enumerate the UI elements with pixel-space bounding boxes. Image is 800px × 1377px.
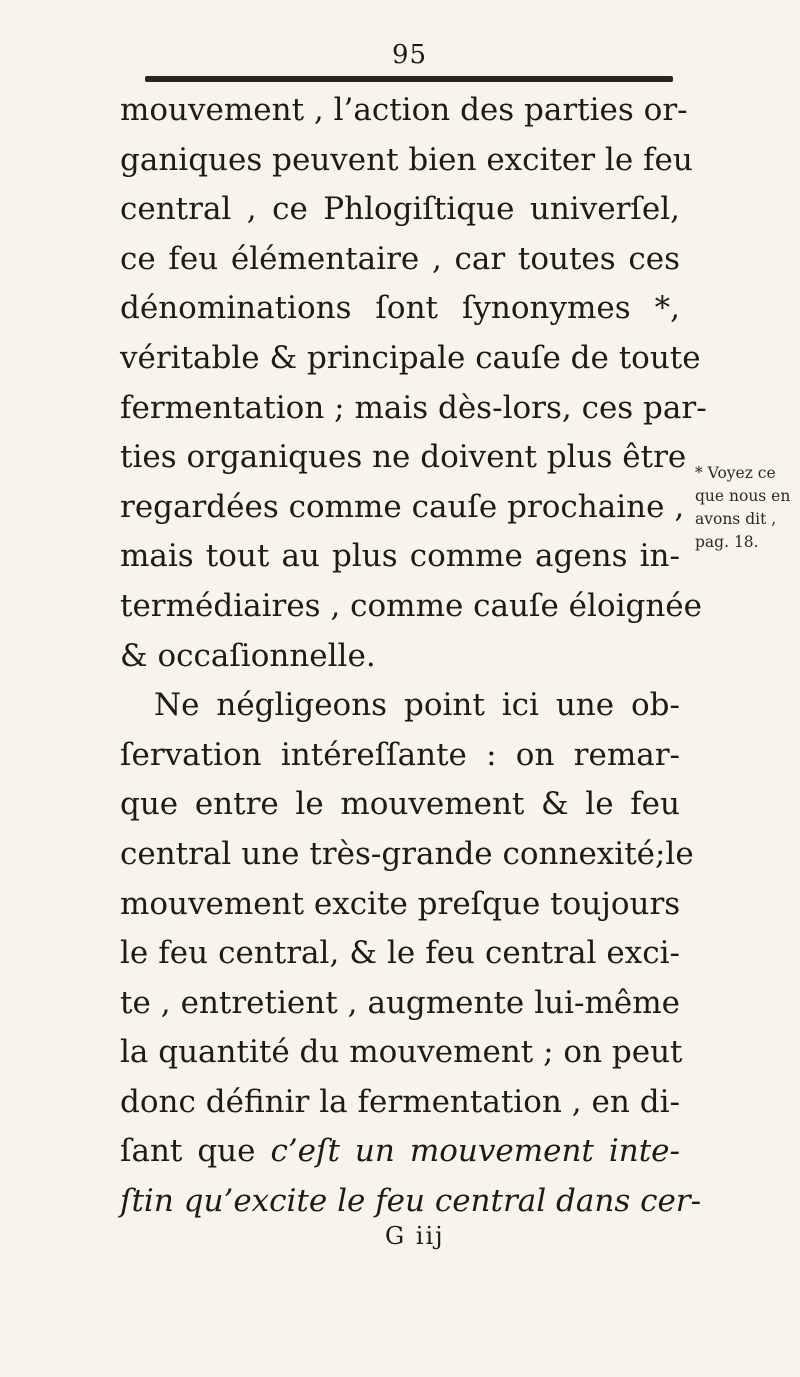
text-line-3: central , ce Phlogiſtique univerſel, xyxy=(120,191,680,228)
text-line-9: regardées comme cauſe prochaine , xyxy=(120,488,685,525)
text-line-12: & occaſionnelle. xyxy=(120,637,376,674)
text-line-6: véritable & principale cauſe de toute xyxy=(120,339,701,376)
text-line-14: ſervation intéreſſante : on remar- xyxy=(120,736,680,773)
page-number: 95 xyxy=(392,40,428,70)
sidenote-line-1: * Voyez ce xyxy=(695,464,776,482)
signature-mark: G iij xyxy=(385,1222,445,1250)
text-line-4: ce feu élémentaire , car toutes ces xyxy=(120,240,680,277)
text-roman-segment: ſant que xyxy=(120,1133,256,1170)
text-line-22 xyxy=(120,1127,680,1177)
text-line-10: mais tout au plus comme agens in- xyxy=(120,538,680,575)
text-line-2: ganiques peuvent bien exciter le feu xyxy=(120,141,693,178)
text-line-18: le feu central, & le feu central exci- xyxy=(120,935,680,972)
text-line-16: central une très-grande connexité;le xyxy=(120,835,694,872)
sidenote-line-4: pag. 18. xyxy=(695,533,759,551)
body-text xyxy=(120,86,707,1227)
sidenote-line-3: avons dit , xyxy=(695,510,777,528)
text-line-17: mouvement excite preſque toujours xyxy=(120,885,681,922)
text-line-8: ties organiques ne doivent plus être xyxy=(120,439,687,476)
text-line-19: te , entretient , augmente lui-même xyxy=(120,984,680,1021)
definition-italic-1: c’eſt un mouvement inte- xyxy=(270,1133,680,1170)
text-line-5: dénominations ſont ſynonymes *, xyxy=(120,290,680,327)
text-line-1: mouvement , l’action des parties or- xyxy=(120,92,688,128)
sidenote-line-2: que nous en xyxy=(695,487,791,505)
text-line-15: que entre le mouvement & le feu xyxy=(120,786,680,823)
text-line-21: donc définir la fermentation , en di- xyxy=(120,1083,680,1120)
header-rule xyxy=(145,76,673,82)
definition-italic-2: ſtin qu’excite le feu central dans cer- xyxy=(120,1183,702,1220)
text-line-13: Ne négligeons point ici une ob- xyxy=(154,687,680,724)
text-line-7: fermentation ; mais dès-lors, ces par- xyxy=(120,389,707,426)
text-line-11: termédiaires , comme cauſe éloignée xyxy=(120,587,702,624)
text-line-20: la quantité du mouvement ; on peut xyxy=(120,1034,683,1071)
marginal-note xyxy=(695,462,795,554)
